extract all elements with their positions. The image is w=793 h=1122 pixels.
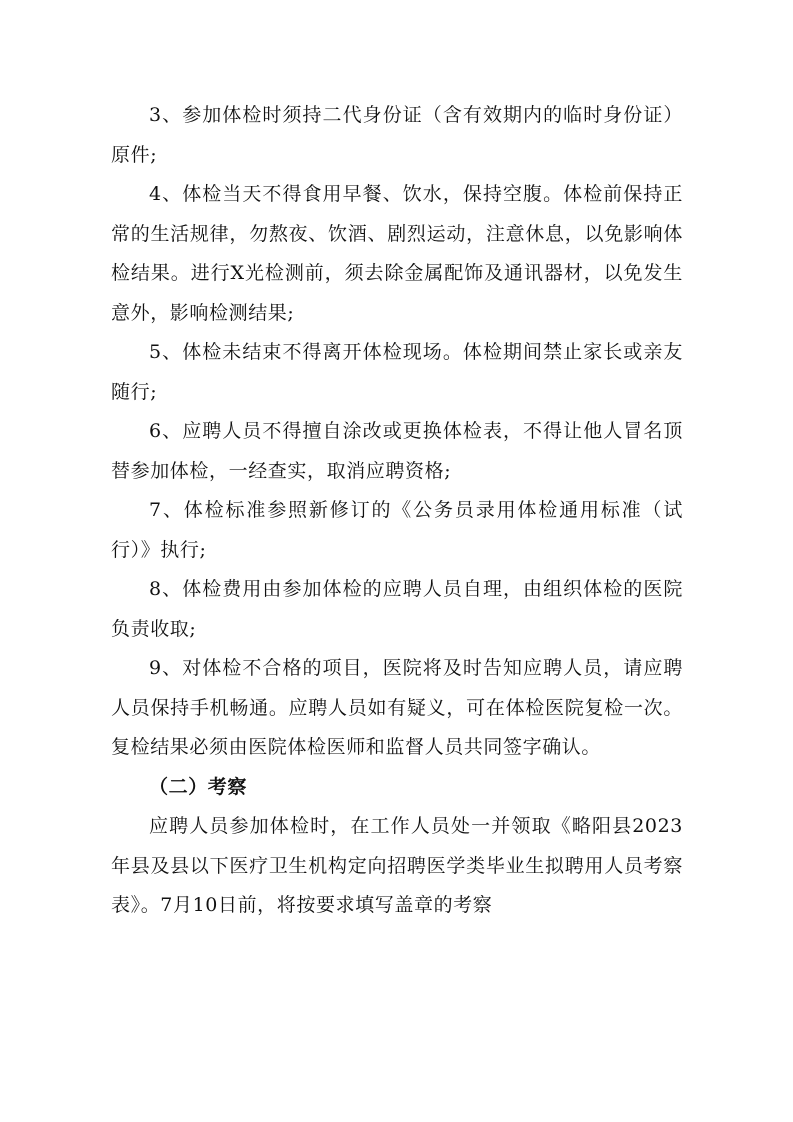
paragraph-item-9: 9、对体检不合格的项目，医院将及时告知应聘人员，请应聘人员保持手机畅通。应聘人员如有疑义，可在体检医院复检一次。复检结果必须由医院体检医师和监督人员共同签字确认。 bbox=[111, 657, 683, 758]
section-heading: （二）考察 bbox=[149, 775, 248, 798]
section-paragraph: 应聘人员参加体检时，在工作人员处一并领取《略阳县2023年县及县以下医疗卫生机构定向招聘医学类毕业生拟聘用人员考察表》。7月10日前，将按要求填写盖章的考察 bbox=[111, 815, 683, 916]
paragraph-item-7: 7、体检标准参照新修订的《公务员录用体检通用标准（试行）》执行; bbox=[111, 499, 683, 561]
paragraph-item-8: 8、体检费用由参加体检的应聘人员自理，由组织体检的医院负责收取; bbox=[111, 578, 683, 640]
paragraph-item-6: 6、应聘人员不得擅自涂改或更换体检表，不得让他人冒名顶替参加体检，一经查实，取消应聘资格; bbox=[111, 420, 683, 482]
paragraph-item-3: 3、参加体检时须持二代身份证（含有效期内的临时身份证）原件; bbox=[111, 104, 683, 166]
paragraph-item-5: 5、体检未结束不得离开体检现场。体检期间禁止家长或亲友随行; bbox=[111, 341, 683, 403]
paragraph-item-4: 4、体检当天不得食用早餐、饮水，保持空腹。体检前保持正常的生活规律，勿熬夜、饮酒、剧烈运动，注意休息，以免影响体检结果。进行X光检测前，须去除金属配饰及通讯器材，以免发生意外，影响检测结果; bbox=[111, 183, 683, 324]
document-page bbox=[111, 96, 683, 926]
